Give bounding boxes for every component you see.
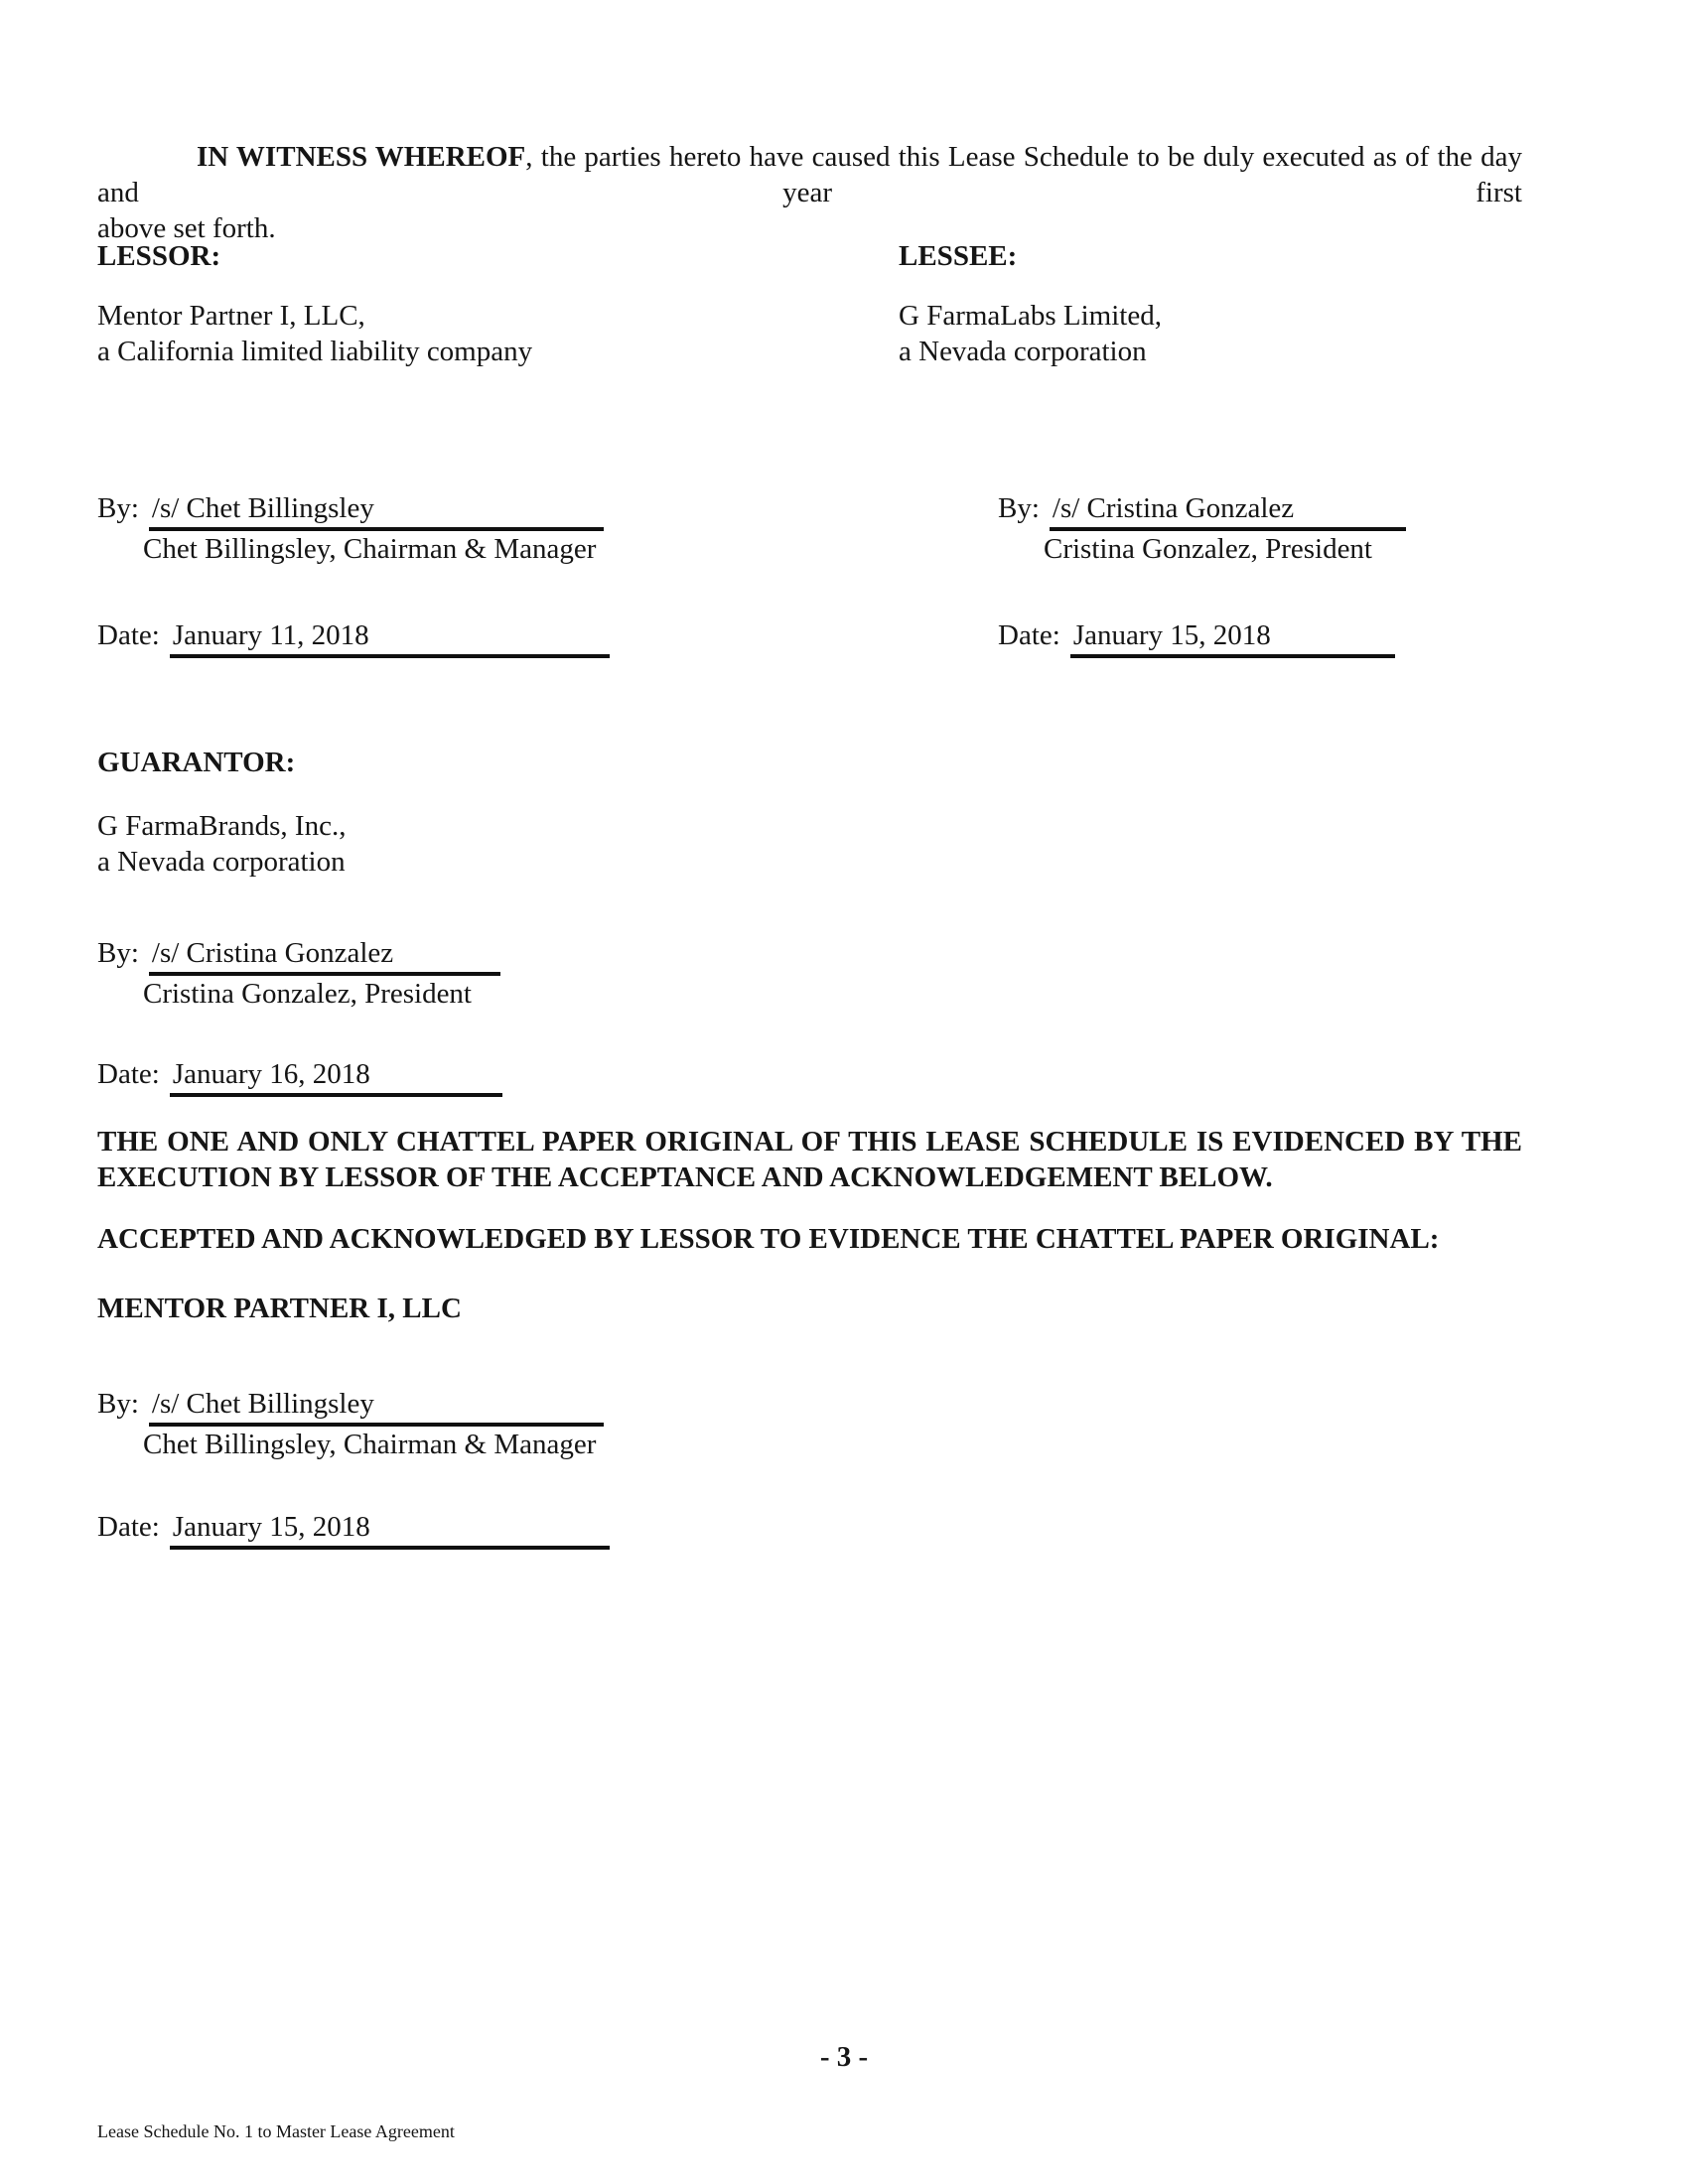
guarantor-signature-block: [97, 935, 500, 1012]
guarantor-date-label: Date:: [97, 1058, 160, 1090]
guarantor-signer-title: Cristina Gonzalez, President: [143, 978, 472, 1010]
lessee-date-label: Date:: [998, 619, 1060, 651]
acceptor-date-value: January 15, 2018: [172, 1511, 370, 1543]
lessee-signature-text: /s/ Cristina Gonzalez: [1052, 492, 1295, 524]
acceptor-signature-block: [97, 1386, 604, 1462]
footer-note: Lease Schedule No. 1 to Master Lease Agreement: [97, 2121, 455, 2141]
lessor-signature-line: [149, 490, 604, 531]
lessor-company-block: [97, 298, 532, 369]
acceptor-date-line: [170, 1509, 610, 1550]
acceptor-date-block: [97, 1509, 610, 1550]
lessee-company-block: [899, 298, 1162, 369]
guarantor-by-line: [97, 935, 500, 976]
lessee-heading: LESSEE:: [899, 240, 1018, 272]
page-number: - 3 -: [819, 2041, 869, 2073]
lessor-date-line: [170, 617, 610, 658]
witness-rest: , the parties hereto have caused this Lease Schedule to be duly executed as of the day and year first: [97, 141, 1523, 208]
guarantor-date-value: January 16, 2018: [172, 1058, 370, 1090]
lessee-date-block: [998, 617, 1395, 658]
lessor-date-label: Date:: [97, 619, 160, 651]
lessee-signature-line: [1050, 490, 1406, 531]
guarantor-company-block: [97, 808, 346, 880]
lessor-signature-text: /s/ Chet Billingsley: [151, 492, 374, 524]
lessee-date-line: [1070, 617, 1395, 658]
lessee-by-label: By:: [998, 492, 1040, 524]
lessor-signature-block: [97, 490, 604, 567]
lessor-heading: LESSOR:: [97, 240, 221, 272]
witness-line-2: above set forth.: [97, 212, 276, 244]
guarantor-heading: GUARANTOR:: [97, 747, 296, 778]
lessee-signature-block: [998, 490, 1406, 567]
chattel-line-1: THE ONE AND ONLY CHATTEL PAPER ORIGINAL OF THIS LEASE SCHEDULE IS EVIDENCED BY THE: [97, 1126, 1522, 1158]
lessor-by-line: [97, 490, 604, 531]
guarantor-signature-text: /s/ Cristina Gonzalez: [151, 937, 394, 969]
lessor-by-label: By:: [97, 492, 139, 524]
guarantor-company-type: a Nevada corporation: [97, 846, 346, 878]
chattel-paragraph: [97, 1124, 1522, 1195]
guarantor-by-label: By:: [97, 937, 139, 969]
lessor-signer-title: Chet Billingsley, Chairman & Manager: [143, 533, 597, 565]
acceptor-by-line: [97, 1386, 604, 1427]
lessor-company-name: Mentor Partner I, LLC,: [97, 300, 365, 332]
chattel-line-2: EXECUTION BY LESSOR OF THE ACCEPTANCE AND ACKNOWLEDGEMENT BELOW.: [97, 1161, 1273, 1193]
witness-paragraph: [97, 139, 1522, 246]
acceptor-heading: MENTOR PARTNER I, LLC: [97, 1293, 462, 1324]
acceptor-signer-title: Chet Billingsley, Chairman & Manager: [143, 1429, 597, 1460]
guarantor-signature-line: [149, 935, 500, 976]
guarantor-date-block: [97, 1056, 502, 1097]
lessor-date-block: [97, 617, 610, 658]
guarantor-date-line: [170, 1056, 502, 1097]
acceptor-signature-line: [149, 1386, 604, 1427]
lessee-date-value: January 15, 2018: [1072, 619, 1271, 651]
lessee-signer-title: Cristina Gonzalez, President: [1044, 533, 1372, 565]
witness-line-1: [97, 139, 1522, 210]
lessee-company-name: G FarmaLabs Limited,: [899, 300, 1162, 332]
acceptor-signature-text: /s/ Chet Billingsley: [151, 1388, 374, 1420]
lessee-company-type: a Nevada corporation: [899, 336, 1147, 367]
guarantor-company-name: G FarmaBrands, Inc.,: [97, 810, 347, 842]
lessor-date-value: January 11, 2018: [172, 619, 369, 651]
accepted-line: ACCEPTED AND ACKNOWLEDGED BY LESSOR TO EVIDENCE THE CHATTEL PAPER ORIGINAL:: [97, 1223, 1440, 1255]
lessee-by-line: [998, 490, 1406, 531]
acceptor-by-label: By:: [97, 1388, 139, 1420]
acceptor-date-label: Date:: [97, 1511, 160, 1543]
witness-lead: IN WITNESS WHEREOF: [197, 141, 526, 173]
lessor-company-type: a California limited liability company: [97, 336, 533, 367]
